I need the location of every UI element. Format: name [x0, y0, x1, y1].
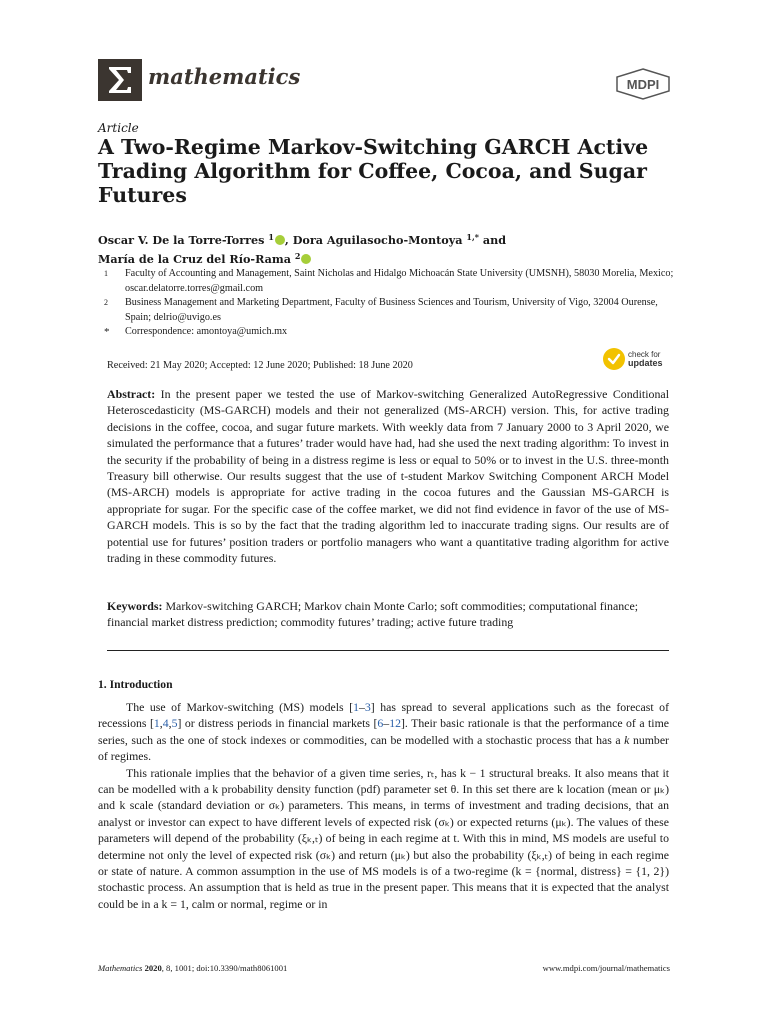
check-for-updates-line1: check for: [628, 350, 661, 359]
author-affil-sup: 2: [294, 251, 301, 261]
affiliation-mark: *: [104, 326, 110, 339]
author-name: María de la Cruz del Río-Rama: [98, 252, 291, 266]
text-run: The use of Markov-switching (MS) models [: [126, 700, 354, 714]
citation-link[interactable]: 1: [153, 716, 160, 731]
keywords-text: Markov-switching GARCH; Markov chain Monte Carlo; soft commodities; computational finance; financial market distress prediction; commodity futures’ trading; active future trading: [107, 599, 639, 630]
orcid-icon[interactable]: [275, 235, 285, 245]
author-name: Dora Aguilasocho-Montoya: [292, 233, 463, 247]
affiliations: [104, 267, 674, 340]
author-affil-sup: 1,*: [466, 232, 479, 242]
paragraph: This rationale implies that the behavior of a given time series, rₜ, has k − 1 structural breaks. It also means that it can be modelled with a k probability density function (pdf) parameter set θ. In this set there are k location (mean or μₖ) and k scale (standard deviation or σₖ) parameters. This means, in terms of investment and trading decisions, that an analyst or investor can expect to have different levels of expected risk (σₖ) or expected returns (μₖ). The values of these parameters will depend of the probability (ξₖ,ₜ) of being in each regime at t. With this in mind, MS models are useful to determine not only the level of expected risk (σₖ) and return (μₖ) but also the probability (ξₖ,ₜ) of being in each regime or state of nature. A common assumption in the use of MS models is of a two-regime (k = {normal, distress} = {1, 2}) stochastic process. An assumption that is held as true in the present paper. This means that it is expected that the analyst could be in a k = 1, calm or normal, regime or in: [98, 765, 669, 911]
keywords: [107, 598, 669, 631]
keywords-label: Keywords:: [107, 599, 163, 613]
sigma-icon: [98, 59, 142, 101]
author-name: Oscar V. De la Torre-Torres: [98, 233, 265, 247]
journal-logo: [98, 59, 142, 101]
publication-dates: Received: 21 May 2020; Accepted: 12 June 2020; Published: 18 June 2020: [107, 360, 413, 371]
citation-link[interactable]: 4: [162, 716, 169, 731]
text-run: ,: [159, 716, 163, 731]
text-run: ] or distress periods in financial markets [: [177, 716, 378, 731]
abstract-text: In the present paper we tested the use of Markov-switching Generalized AutoRegressive Conditional Heteroscedasticity (MS-GARCH) models and their not generalized (MS-ARCH) version. This, for active trading decisions in the coffee, cocoa, and sugar future markets. With weekly data from 7 January 2000 to 3 April 2020, we simulated the performance that a futures’ trader would have had, had she used the next trading algorithm: To invest in the security if the probability of being in a distress regime is less or equal to 50% or to invest in the U.S. three-month Treasury bill otherwise. Our results suggest that the use of t-student Markov Switching Component ARCH Model (MS-ARCH) models is appropriate for active trading in the cocoa futures and the Gaussian MS-GARCH is appropriate for sugar. For the specific case of the coffee market, we did not find evidence in favor of the use of MS-GARCH models. This is so by the fact that the trading algorithm led to inaccurate trading signs. Our results are of potential use for futures’ position traders or portfolio managers who want a quantitative trading algorithm for active trading in these commodity futures.: [107, 387, 669, 566]
author-list: Oscar V. De la Torre-Torres $^1$ , Dora Aguilasocho-Montoya $^{1,*}$ and María de la Cruz del Río-Rama $^2$: [98, 232, 507, 266]
journal-name: mathematics: [148, 64, 301, 89]
footer-doi: , 8, 1001; doi:10.3390/math8061001: [161, 963, 288, 973]
section-body: [98, 699, 669, 912]
section-heading: 1. Introduction: [98, 678, 173, 691]
section-divider: [107, 650, 669, 651]
paragraph: [98, 699, 669, 765]
mdpi-logo: [614, 68, 672, 104]
affiliation-text: Faculty of Accounting and Management, Saint Nicholas and Hidalgo Michoacán State University (UMSNH), 58030 Morelia, Mexico; oscar.delatorre.torres@gmail.com: [125, 268, 674, 294]
paper-title: A Two-Regime Markov-Switching GARCH Active Trading Algorithm for Coffee, Cocoa, and Sugar Futures: [98, 135, 649, 207]
check-for-updates-icon[interactable]: [602, 347, 626, 375]
footer-journal: Mathematics: [98, 963, 143, 973]
citation-link[interactable]: 5: [171, 716, 178, 731]
affiliation-item: [104, 267, 674, 296]
check-for-updates-line2: updates: [628, 358, 663, 368]
text-run: –: [383, 716, 390, 731]
citation-link[interactable]: 1: [353, 700, 359, 714]
author-affil-sup: 1: [268, 232, 274, 242]
text-run: ,: [168, 716, 172, 731]
abstract-label: Abstract:: [107, 387, 156, 401]
affiliation-mark: 1: [104, 269, 108, 278]
orcid-icon[interactable]: [301, 254, 311, 264]
article-type: Article: [98, 121, 139, 135]
footer-url[interactable]: www.mdpi.com/journal/mathematics: [542, 963, 670, 973]
math-var: k: [624, 732, 630, 747]
citation-link[interactable]: 6: [377, 716, 384, 731]
footer-citation: [98, 963, 287, 973]
text-run: ] has spread to several applications such as the forecast of recessions [: [98, 700, 669, 731]
affiliation-item: [104, 296, 674, 325]
affiliation-mark: 2: [104, 298, 108, 308]
citation-link[interactable]: 3: [364, 700, 371, 714]
affiliation-item: [104, 325, 674, 340]
text-run: ]. Their basic rationale is that the performance of a time series, such as the one of stock indexes or commodities, can be modelled with a stochastic process that has a: [98, 716, 669, 747]
affiliation-text: Correspondence: amontoya@umich.mx: [125, 326, 288, 338]
check-for-updates-label[interactable]: [628, 350, 663, 368]
affiliation-text: Business Management and Marketing Department, Faculty of Business Sciences and Tourism, University of Vigo, 32004 Ourense, Spain; delrio@uvigo.es: [125, 297, 658, 323]
footer-year: 2020: [144, 963, 162, 973]
citation-link[interactable]: 12: [389, 716, 401, 731]
svg-text:MDPI: MDPI: [626, 77, 660, 92]
abstract: [107, 386, 669, 566]
author-conjunction: and: [482, 233, 507, 247]
text-run: –: [358, 700, 365, 714]
text-run: number of regimes.: [98, 732, 669, 764]
